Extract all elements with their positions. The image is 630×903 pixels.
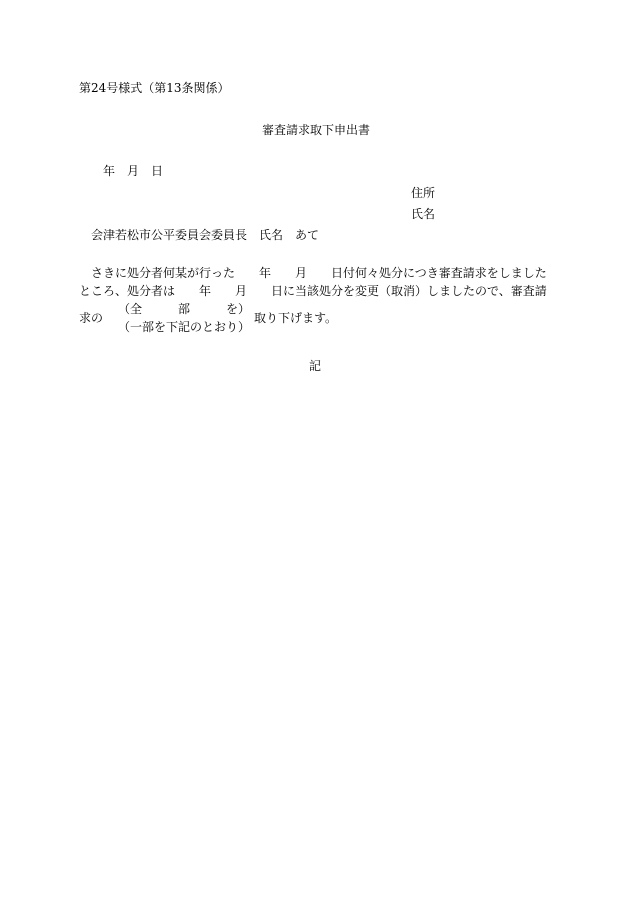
body-line-2: ところ、処分者は 年 月 日に当該処分を変更（取消）しましたので、審査請 [79,284,547,298]
name-label: 氏名 [411,207,436,221]
ki-heading: 記 [309,359,322,373]
form-number-label: 第24号様式（第13条関係） [79,81,230,95]
document-title: 審査請求取下申出書 [262,123,371,137]
addressee-line: 会津若松市公平委員会委員長 氏名 あて [91,228,320,242]
body-line-3-suffix: 取り下げます。 [254,311,338,325]
body-line-1: さきに処分者何某が行った 年 月 日付何々処分につき審査請求をしました [91,266,547,280]
address-label: 住所 [411,186,436,200]
date-line: 年 月 日 [103,164,164,178]
body-line-3-prefix: 求の [79,311,104,325]
option-all: （全 部 を） [118,302,251,316]
option-partial: （一部を下記のとおり） [118,320,251,334]
